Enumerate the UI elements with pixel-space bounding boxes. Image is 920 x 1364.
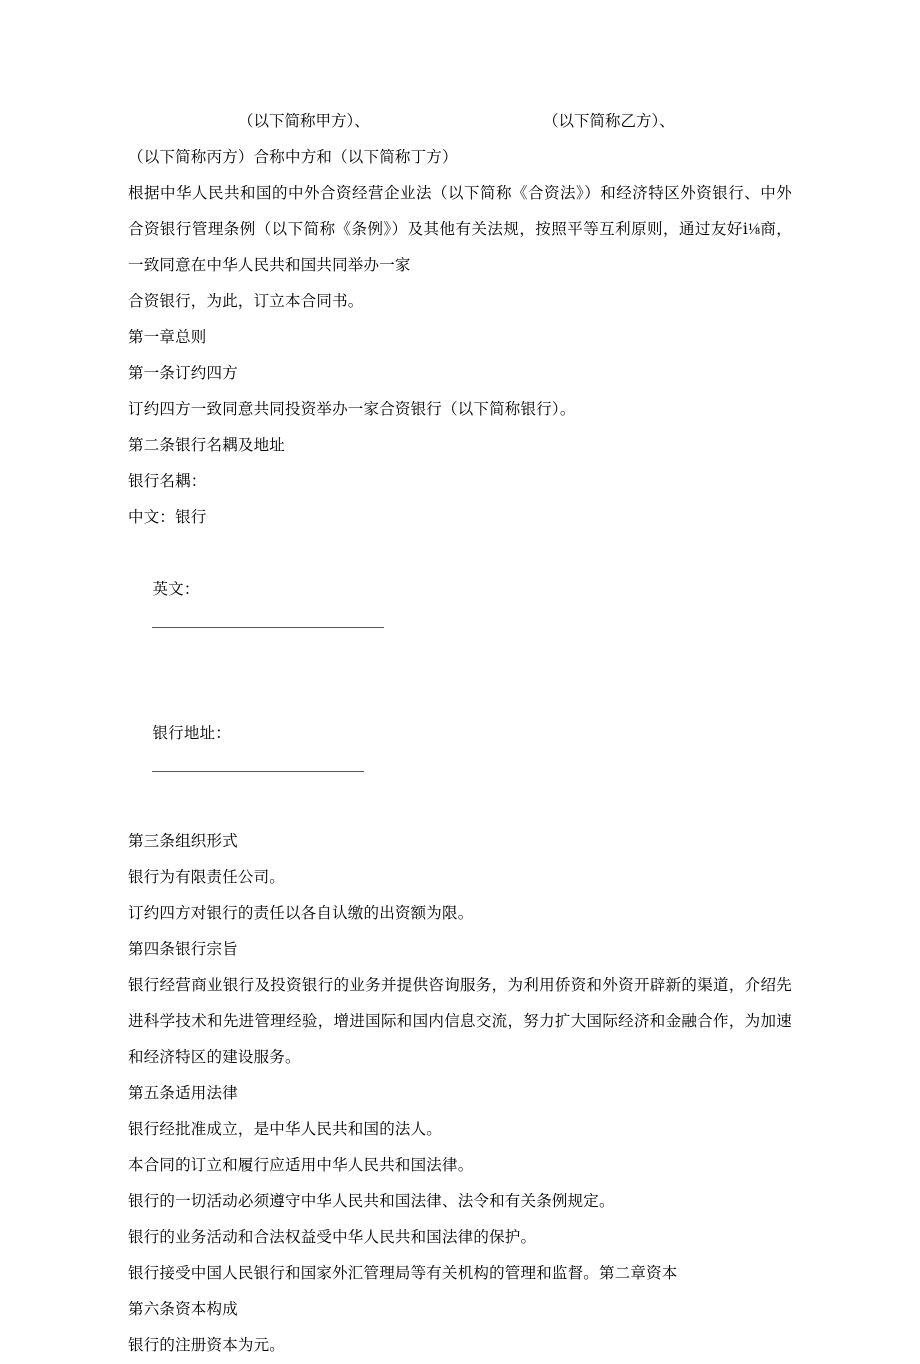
bank-name-english-label: 英文：	[152, 581, 200, 598]
bank-address-row	[128, 680, 792, 824]
article-three-heading: 第三条组织形式	[128, 833, 238, 850]
bank-name-english-row	[128, 536, 792, 680]
chapter-one-heading: 第一章总则	[128, 329, 207, 346]
article-three-text-2: 订约四方对银行的责任以各自认缴的出资额为限。	[128, 905, 474, 922]
preamble-closing-line: 合资银行，为此，订立本合同书。	[128, 293, 364, 310]
article-three-text-1: 银行为有限责任公司。	[128, 869, 286, 886]
article-five-text-2: 本合同的订立和履行应适用中华人民共和国法律。	[128, 1157, 474, 1174]
article-five-text-4: 银行的业务活动和合法权益受中华人民共和国法律的保护。	[128, 1229, 537, 1246]
bank-address-field[interactable]	[152, 771, 364, 772]
article-five-text-3: 银行的一切活动必须遵守中华人民共和国法律、法令和有关条例规定。	[128, 1193, 615, 1210]
article-four-paragraph: 银行经营商业银行及投资银行的业务并提供咨询服务，为利用侨资和外资开辟新的渠道，介绍先进科学技术和先进管理经验，增进国际和国内信息交流，努力扩大国际经济和金融合作，为加速和经济特区的建设服务。	[128, 977, 792, 1066]
bank-name-english-field[interactable]	[152, 627, 384, 628]
article-one-heading: 第一条订约四方	[128, 365, 238, 382]
party-c-d-line: （以下简称丙方）合称中方和（以下简称丁方）	[128, 149, 458, 166]
bank-address-label: 银行地址：	[152, 725, 231, 742]
article-five-text-5: 银行接受中国人民银行和国家外汇管理局等有关机构的管理和监督。第二章资本	[128, 1265, 678, 1282]
party-a-note: （以下简称甲方）、	[238, 113, 370, 130]
article-one-text: 订约四方一致同意共同投资举办一家合资银行（以下简称银行）。	[128, 401, 576, 418]
article-six-text: 银行的注册资本为元。	[128, 1337, 286, 1354]
party-b-note: （以下简称乙方）、	[543, 113, 675, 130]
article-five-heading: 第五条适用法律	[128, 1085, 238, 1102]
article-six-heading: 第六条资本构成	[128, 1301, 238, 1318]
parties-row	[128, 104, 792, 140]
bank-name-label: 银行名耦：	[128, 473, 207, 490]
article-five-text-1: 银行经批准成立，是中华人民共和国的法人。	[128, 1121, 443, 1138]
preamble-paragraph: 根据中华人民共和国的中外合资经营企业法（以下简称《合资法》）和经济特区外资银行、中外合资银行管理条例（以下简称《条例》）及其他有关法规，按照平等互利原则，通过友好ⅰ⅛商，一致同意在中华人民共和国共同举办一家	[128, 185, 792, 274]
bank-name-chinese: 中文：银行	[128, 509, 207, 526]
article-four-heading: 第四条银行宗旨	[128, 941, 238, 958]
document-body	[128, 104, 792, 1364]
article-two-heading: 第二条银行名耦及地址	[128, 437, 286, 454]
